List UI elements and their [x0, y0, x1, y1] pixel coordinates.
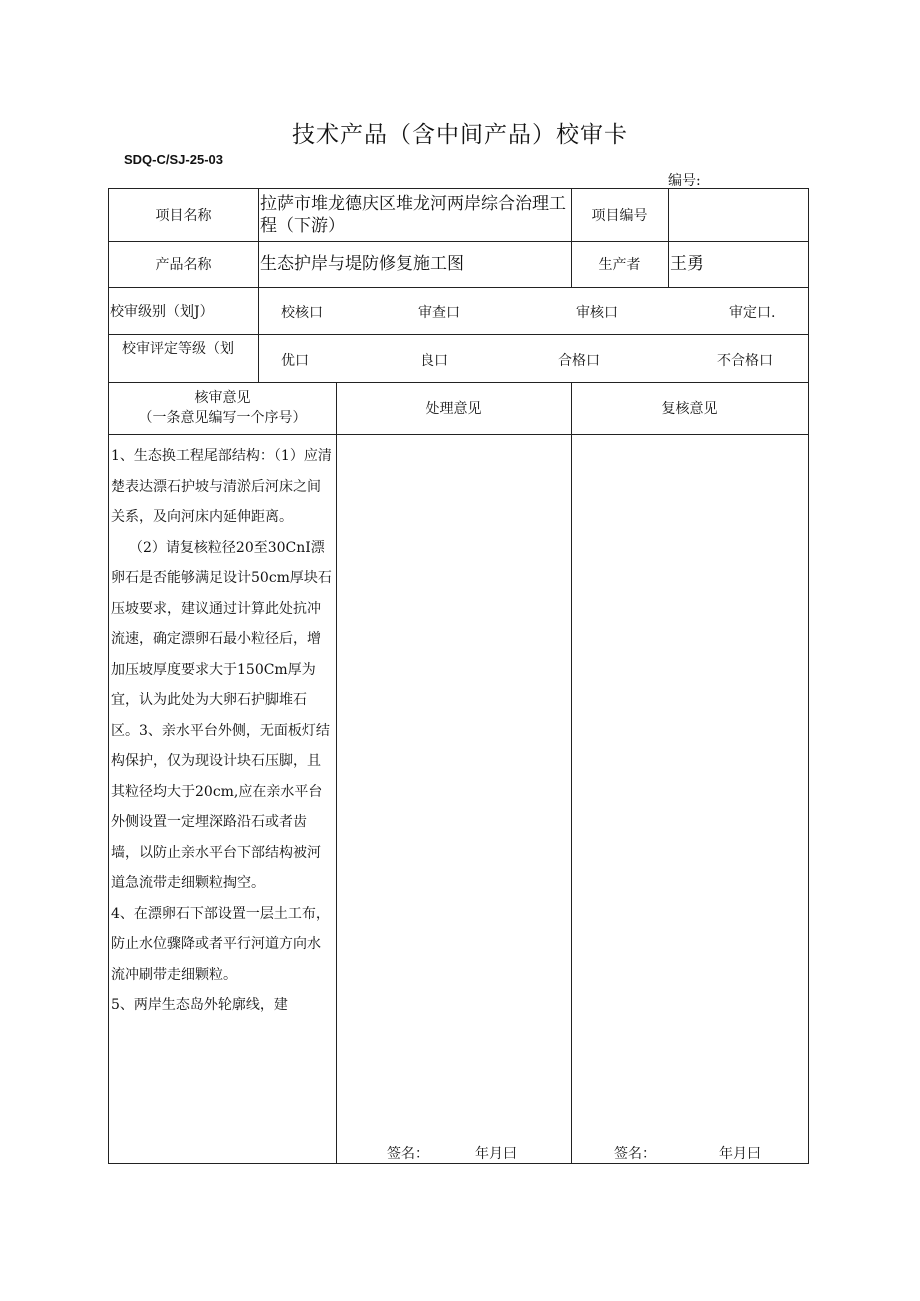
grade-option-excellent[interactable]: 优口: [281, 353, 309, 369]
col-divider: [336, 382, 337, 1163]
review-opinion-title: 核审意见: [194, 390, 251, 406]
project-number-label: 项目编号: [591, 208, 648, 224]
project-number-value: [668, 189, 808, 241]
comment-paragraph: 1、生态换工程尾部结构：（1）应清楚表达漂石护坡与清淤后河床之间关系，及向河床内延伸距离。: [111, 448, 332, 525]
project-name-label: 项目名称: [155, 208, 212, 224]
review-level-option-audit[interactable]: 审核口: [576, 305, 618, 321]
review-card-table: [108, 188, 809, 1164]
serial-number-label: 编号:: [668, 173, 701, 189]
col-divider: [571, 382, 572, 1163]
comment-paragraph: （2）请复核粒径20至30CnI漂卵石是否能够满足设计50cm厚块石压坡要求，建议通过计算此处抗冲流速，确定漂卵石最小粒径后，增加压坡厚度要求大于150Cm厚为宜，认为此处为大卵石护脚堆石区。3、亲水平台外侧，无面板灯结构保护，仅为现设计块石压脚，且其粒径均大于20cm,应在亲水平台外侧设置一定埋深路沿石或者齿墙，以防止亲水平台下部结构被河道急流带走细颗粒掏空。: [111, 539, 332, 891]
grade-option-pass[interactable]: 合格口: [558, 353, 600, 369]
review-opinion-note: （一条意见编写一个序号）: [138, 410, 307, 426]
review-level-label: 校审级别（划J）: [110, 303, 214, 320]
review-opinion-header: [109, 382, 336, 434]
product-name-value: 生态护岸与堤防修复施工图: [260, 254, 464, 274]
product-name-label: 产品名称: [155, 257, 212, 273]
document-code: SDQ-C/SJ-25-03: [124, 152, 223, 167]
producer-value: 王勇: [670, 254, 704, 274]
document-title: 技术产品（含中间产品）校审卡: [292, 122, 628, 148]
grade-option-good[interactable]: 良口: [420, 353, 448, 369]
review-comments: [109, 435, 336, 1021]
handling-opinion-header: 处理意见: [425, 401, 482, 417]
project-name-value: 拉萨市堆龙德庆区堆龙河两岸综合治理工程（下游）: [260, 194, 566, 236]
recheck-date-label: 年月曰: [719, 1146, 761, 1162]
review-level-option-approve[interactable]: 审定口.: [729, 305, 776, 321]
handling-sign-label: 签名：: [387, 1146, 429, 1162]
comment-paragraph: 5、两岸生态岛外轮廓线，建: [111, 997, 288, 1013]
comment-paragraph: 4、在漂卵石下部设置一层土工布，防止水位骤降或者平行河道方向水流冲刷带走细颗粒。: [111, 905, 330, 983]
producer-label: 生产者: [598, 257, 641, 273]
review-level-option-check[interactable]: 校核口: [281, 305, 323, 321]
recheck-sign-label: 签名：: [614, 1146, 656, 1162]
evaluation-grade-label: 校审评定等级（划: [122, 341, 234, 357]
recheck-opinion-header: 复核意见: [661, 401, 718, 417]
handling-date-label: 年月曰: [475, 1146, 517, 1162]
review-level-option-examine[interactable]: 审查口: [418, 305, 460, 321]
grade-option-fail[interactable]: 不合格口: [717, 353, 773, 369]
